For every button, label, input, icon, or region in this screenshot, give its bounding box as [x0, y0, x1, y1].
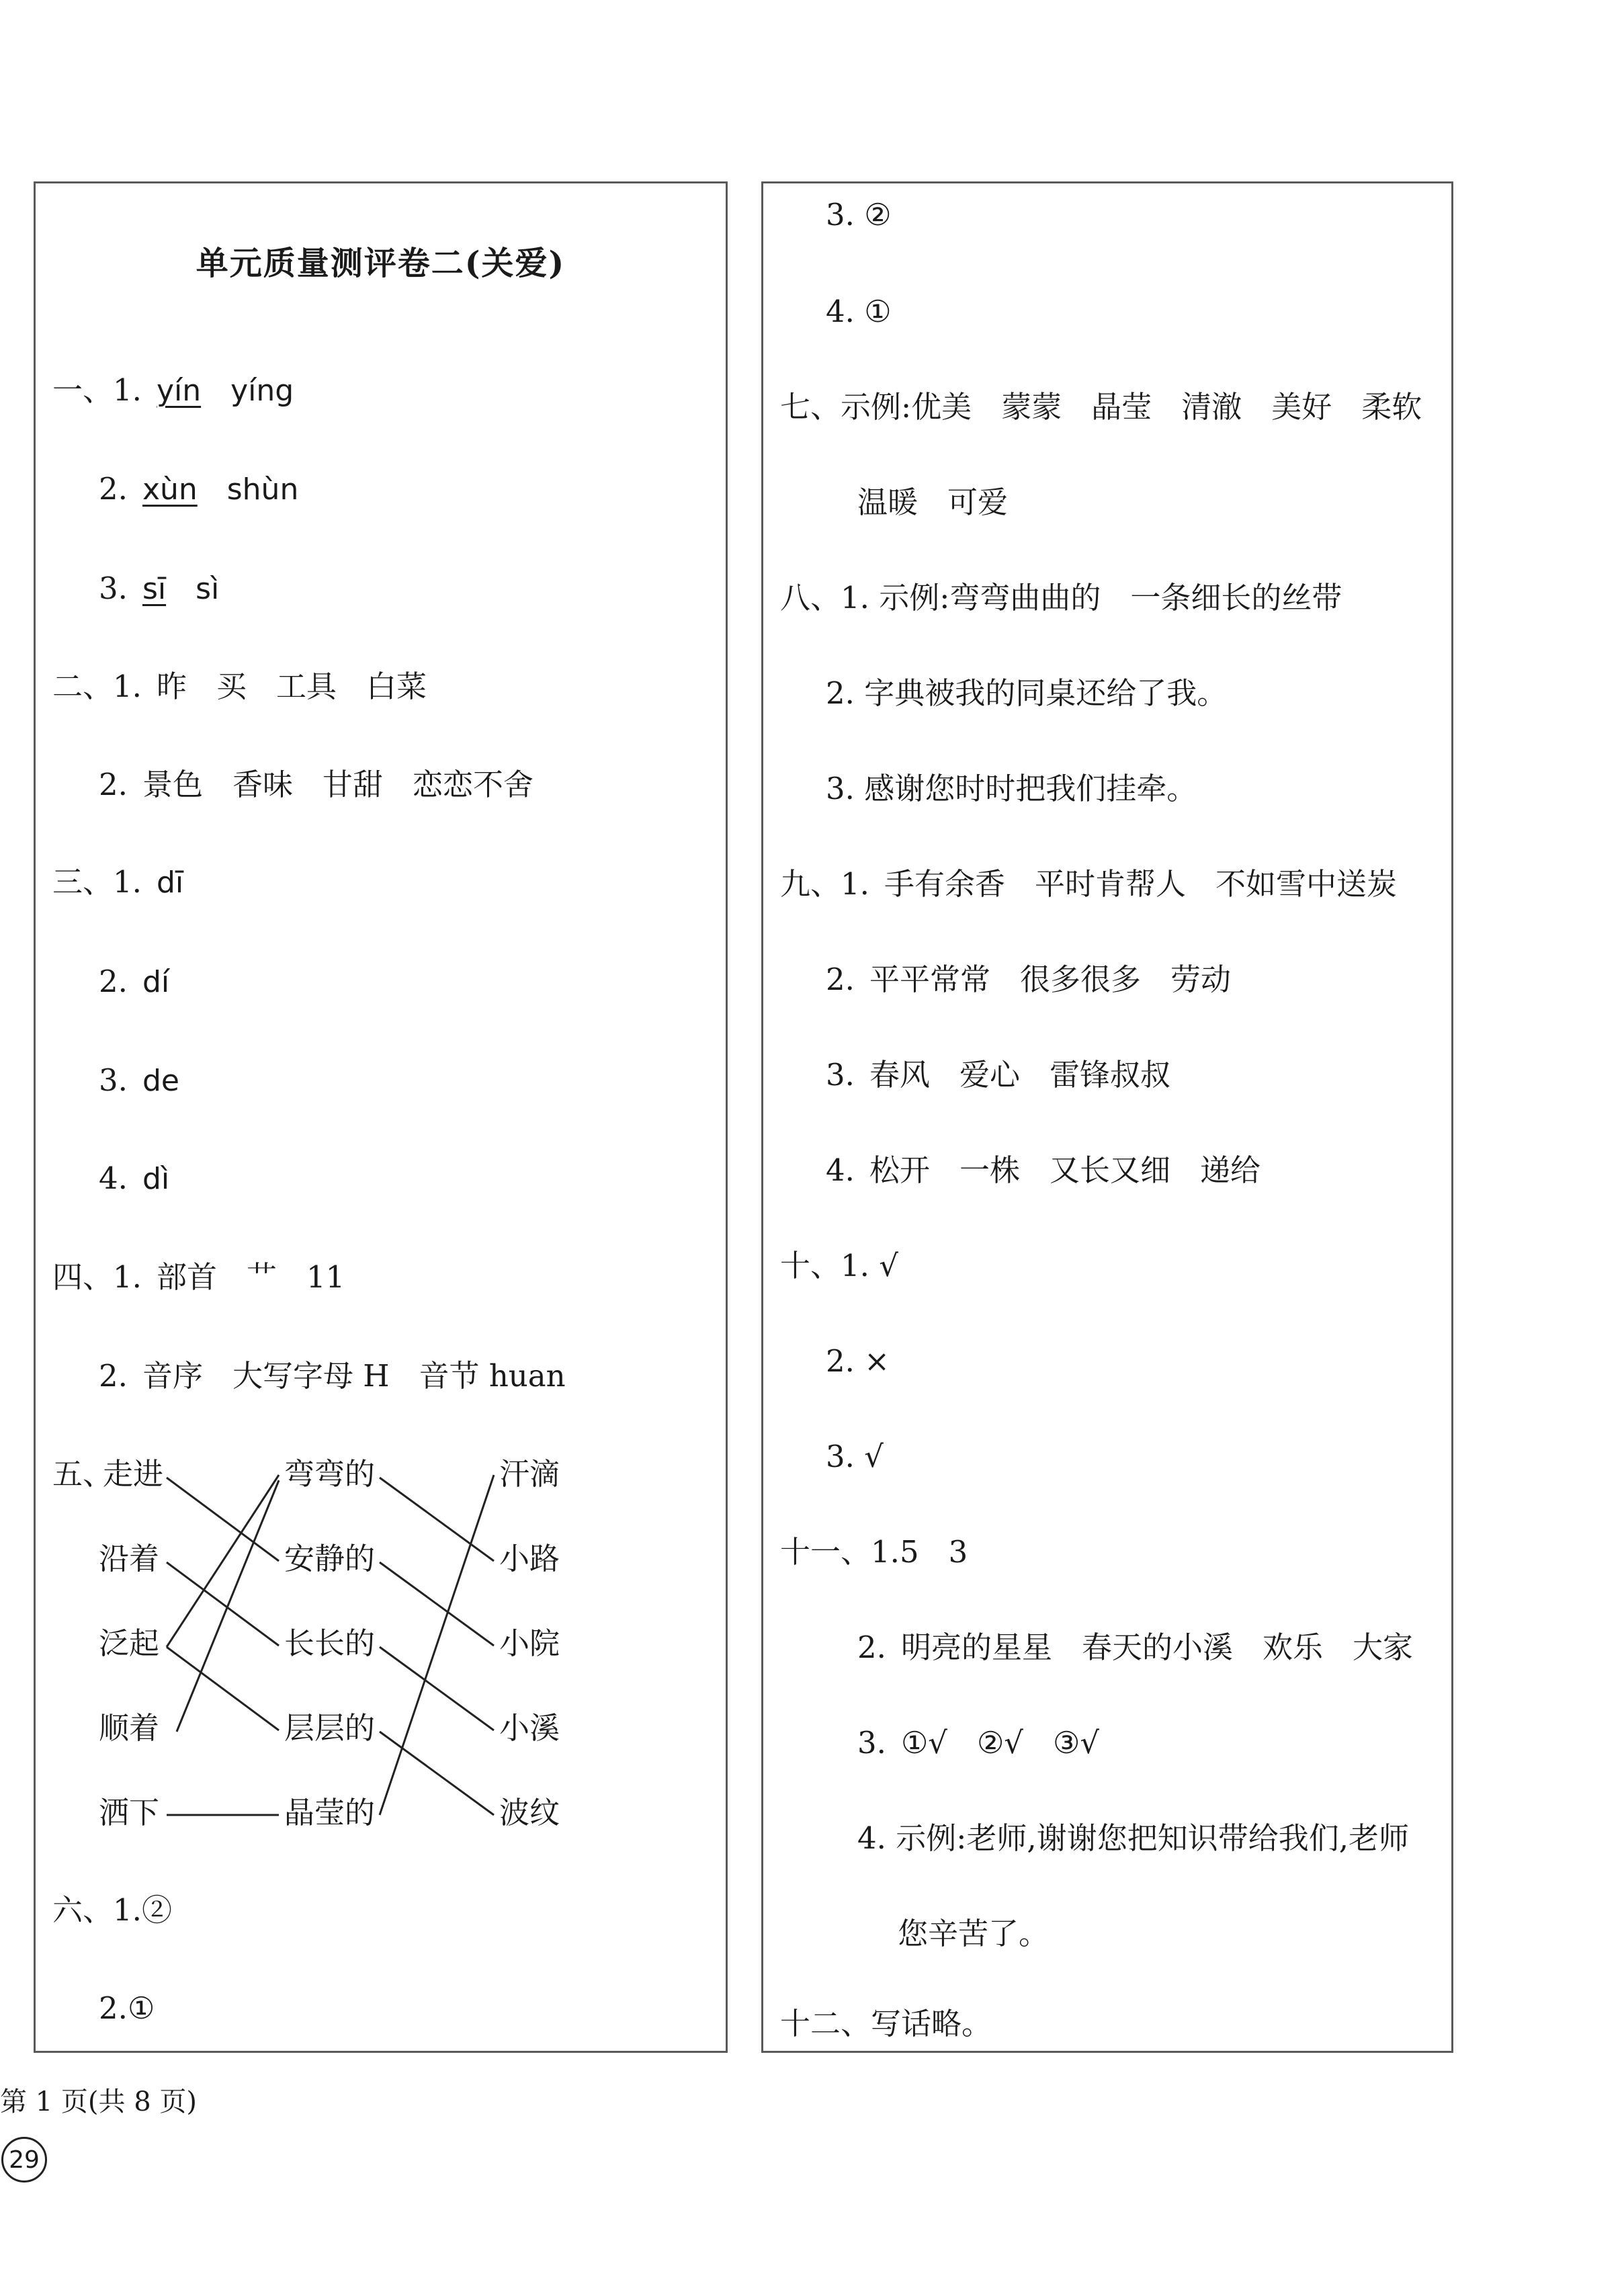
match-col2-item: 晶莹的 [284, 1795, 376, 1830]
answer-6-2: 2.① [99, 1990, 155, 2026]
match-line [380, 1647, 494, 1730]
answer-11-3: 3. ①√ ②√ ③√ [857, 1725, 1100, 1761]
match-line [380, 1562, 494, 1646]
answer-8-1: 八、1. 示例:弯弯曲曲的 一条细长的丝带 [780, 580, 1342, 616]
answer-10-1: 十、1. √ [780, 1248, 898, 1283]
answer-6-4: 4. ① [826, 294, 892, 329]
answer-2-2: 2. 景色 香味 甘甜 恋恋不舍 [99, 767, 533, 802]
match-col2-item: 长长的 [284, 1625, 376, 1661]
answer-4-1: 四、1. 部首 艹 11 [52, 1259, 345, 1295]
match-col1-item: 沿着 [99, 1541, 160, 1576]
answer-11-4-cont: 您辛苦了。 [898, 1916, 1050, 1951]
answer-11-4: 4. 示例:老师,谢谢您把知识带给我们,老师 [857, 1820, 1410, 1856]
page-footer: 第 1 页(共 8 页) [0, 2086, 197, 2117]
match-line [167, 1562, 279, 1646]
match-col2-item: 弯弯的 [284, 1456, 376, 1492]
answer-7: 七、示例:优美 蒙蒙 晶莹 清澈 美好 柔软 [780, 389, 1422, 425]
match-col3-item: 汗滴 [499, 1456, 560, 1492]
answer-10-2: 2. × [826, 1343, 890, 1379]
left-answer-panel [34, 181, 728, 2053]
page-number-badge: 29 [1, 2137, 47, 2183]
answer-6-1: 六、1.② [52, 1892, 172, 1928]
answer-3-2: 2. dí [99, 964, 170, 999]
answer-9-1: 九、1. 手有余香 平时肯帮人 不如雪中送炭 [780, 866, 1397, 902]
answer-12: 十二、写话略。 [780, 2006, 992, 2041]
match-col3-item: 小溪 [499, 1710, 560, 1746]
answer-3-1: 三、1. dī [52, 864, 184, 900]
answer-1-3: 3. sī sì [99, 570, 220, 606]
answer-2-1: 二、1. 昨 买 工具 白菜 [52, 669, 427, 704]
matching-lines [36, 183, 726, 2051]
page-title: 单元质量测评卷二(关爱) [196, 245, 566, 282]
answer-4-2: 2. 音序 大写字母 H 音节 huan [99, 1358, 566, 1394]
answer-1-1: 一、1. yín yíng [52, 372, 294, 408]
match-col1-item: 走进 [103, 1456, 164, 1492]
match-line [380, 1732, 494, 1815]
match-col2-item: 层层的 [284, 1710, 376, 1746]
answer-3-4: 4. dì [99, 1160, 170, 1196]
answer-11-2: 2. 明亮的星星 春天的小溪 欢乐 大家 [857, 1630, 1413, 1665]
match-col3-item: 小院 [499, 1625, 560, 1661]
match-line [177, 1480, 279, 1732]
match-col1-item: 顺着 [99, 1710, 160, 1746]
match-col1-item: 泛起 [99, 1625, 160, 1661]
match-col2-item: 安静的 [284, 1541, 376, 1576]
answer-6-3: 3. ② [826, 197, 892, 232]
match-col3-item: 小路 [499, 1541, 560, 1576]
match-col3-item: 波纹 [499, 1795, 560, 1830]
match-line [380, 1478, 494, 1561]
answer-9-3: 3. 春风 爱心 雷锋叔叔 [826, 1057, 1170, 1093]
answer-8-2: 2. 字典被我的同桌还给了我。 [826, 675, 1228, 711]
match-col1-item: 洒下 [99, 1795, 160, 1830]
match-prefix: 五、 [52, 1456, 114, 1492]
answer-9-4: 4. 松开 一株 又长又细 递给 [826, 1152, 1260, 1188]
answer-9-2: 2. 平平常常 很多很多 劳动 [826, 962, 1231, 997]
match-line [380, 1475, 494, 1815]
answer-7-cont: 温暖 可爱 [857, 484, 1009, 520]
answer-3-3: 3. de [99, 1062, 179, 1098]
answer-10-3: 3. √ [826, 1439, 884, 1474]
answer-1-2: 2. xùn shùn [99, 471, 299, 507]
match-line [167, 1475, 279, 1647]
match-line [167, 1647, 279, 1730]
answer-8-3: 3. 感谢您时时把我们挂牵。 [826, 771, 1197, 806]
right-answer-panel [761, 181, 1453, 2053]
answer-11-1: 十一、1.5 3 [780, 1534, 968, 1570]
